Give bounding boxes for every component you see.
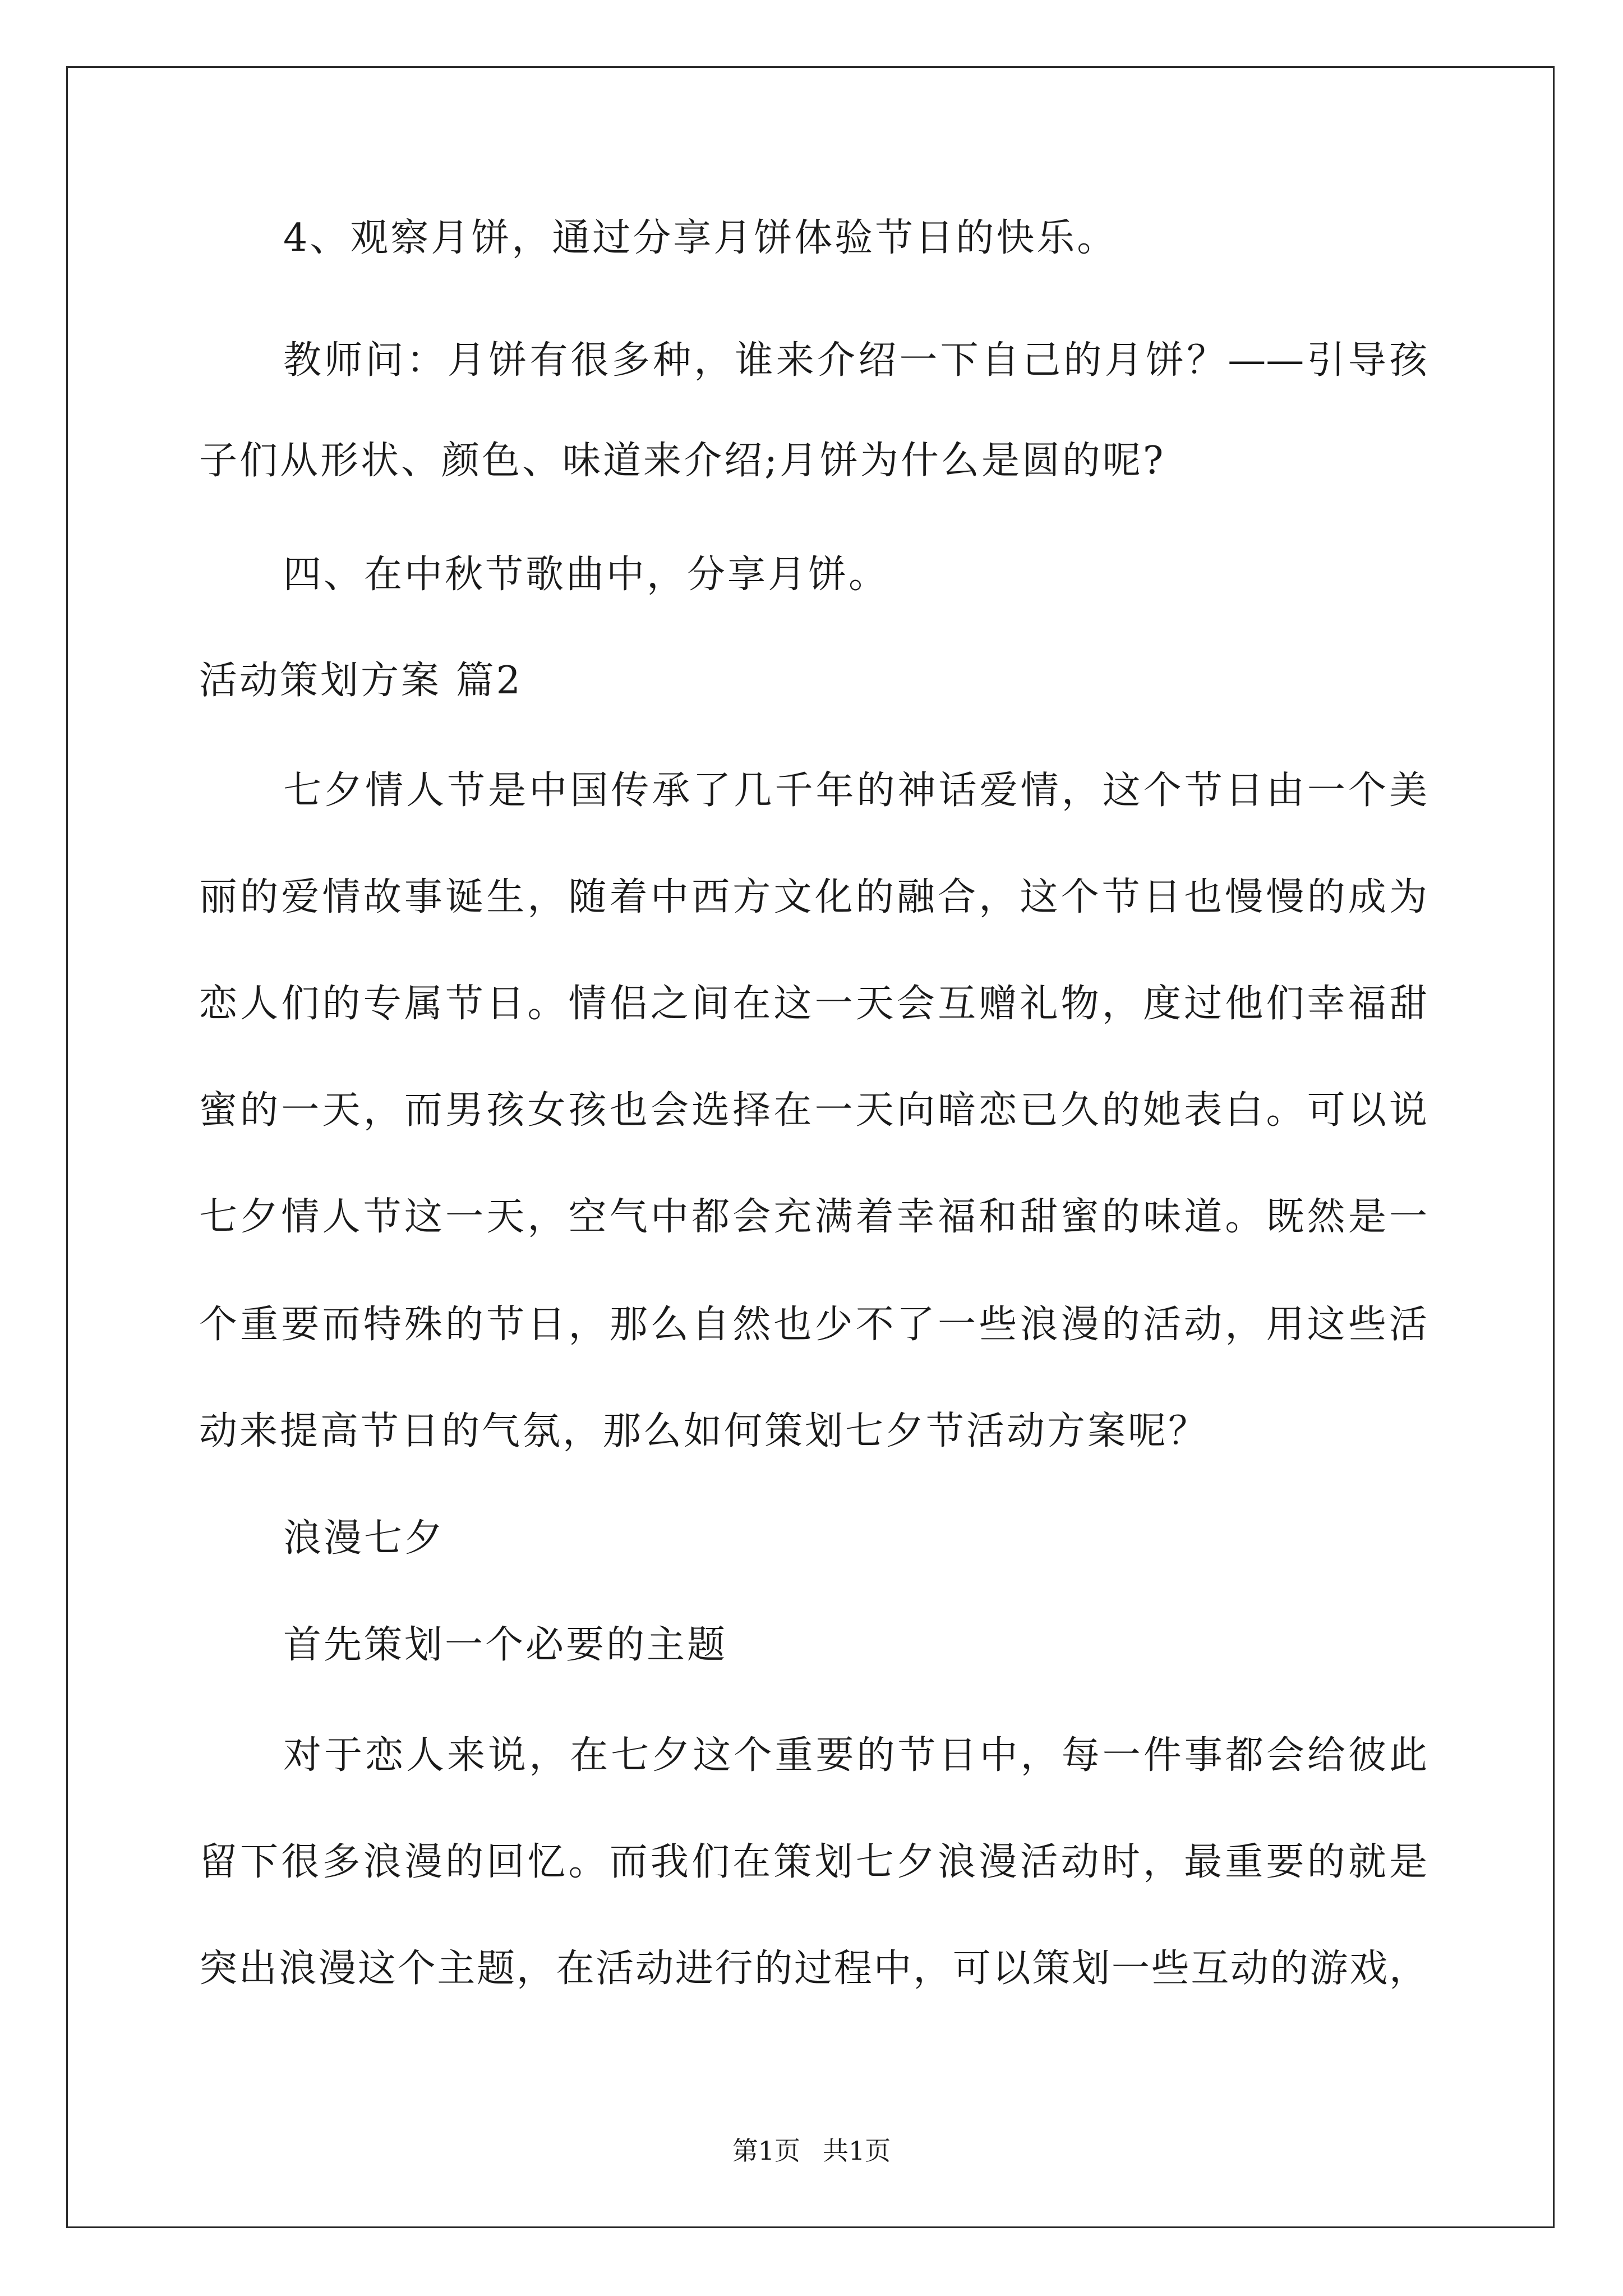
- text-line: 教师问：月饼有很多种，谁来介绍一下自己的月饼？——引导孩: [283, 338, 1427, 383]
- text-line: 突出浪漫这个主题，在活动进行的过程中，可以策划一些互动的游戏，: [199, 1947, 1427, 1991]
- text-line: 四、在中秋节歌曲中，分享月饼。: [283, 553, 889, 597]
- text-line: 七夕情人节是中国传承了几千年的神话爱情，这个节日由一个美: [283, 769, 1427, 813]
- text-line: 丽的爱情故事诞生，随着中西方文化的融合，这个节日也慢慢的成为: [199, 875, 1427, 919]
- text-line: 恋人们的专属节日。情侣之间在这一天会互赠礼物，度过他们幸福甜: [199, 982, 1427, 1026]
- text-line: 子们从形状、颜色、味道来介绍;月饼为什么是圆的呢?: [199, 439, 1166, 483]
- page-number: 第1页: [732, 2136, 800, 2166]
- subheading: 首先策划一个必要的主题: [283, 1623, 728, 1667]
- page-total: 共1页: [823, 2136, 891, 2166]
- text-line: 对于恋人来说，在七夕这个重要的节日中，每一件事都会给彼此: [283, 1733, 1427, 1778]
- subheading: 浪漫七夕: [283, 1516, 445, 1561]
- text-line: 动来提高节日的气氛，那么如何策划七夕节活动方案呢？: [199, 1409, 1209, 1453]
- text-line: 4、观察月饼，通过分享月饼体验节日的快乐。: [283, 216, 1118, 260]
- page-footer: [0, 2134, 1623, 2168]
- page-border: [66, 66, 1555, 2228]
- text-line: 蜜的一天，而男孩女孩也会选择在一天向暗恋已久的她表白。可以说: [199, 1088, 1427, 1133]
- text-line: 留下很多浪漫的回忆。而我们在策划七夕浪漫活动时，最重要的就是: [199, 1840, 1427, 1884]
- section-heading: 活动策划方案 篇2: [199, 659, 523, 703]
- text-line: 个重要而特殊的节日，那么自然也少不了一些浪漫的活动，用这些活: [199, 1303, 1427, 1347]
- text-line: 七夕情人节这一天，空气中都会充满着幸福和甜蜜的味道。既然是一: [199, 1195, 1427, 1239]
